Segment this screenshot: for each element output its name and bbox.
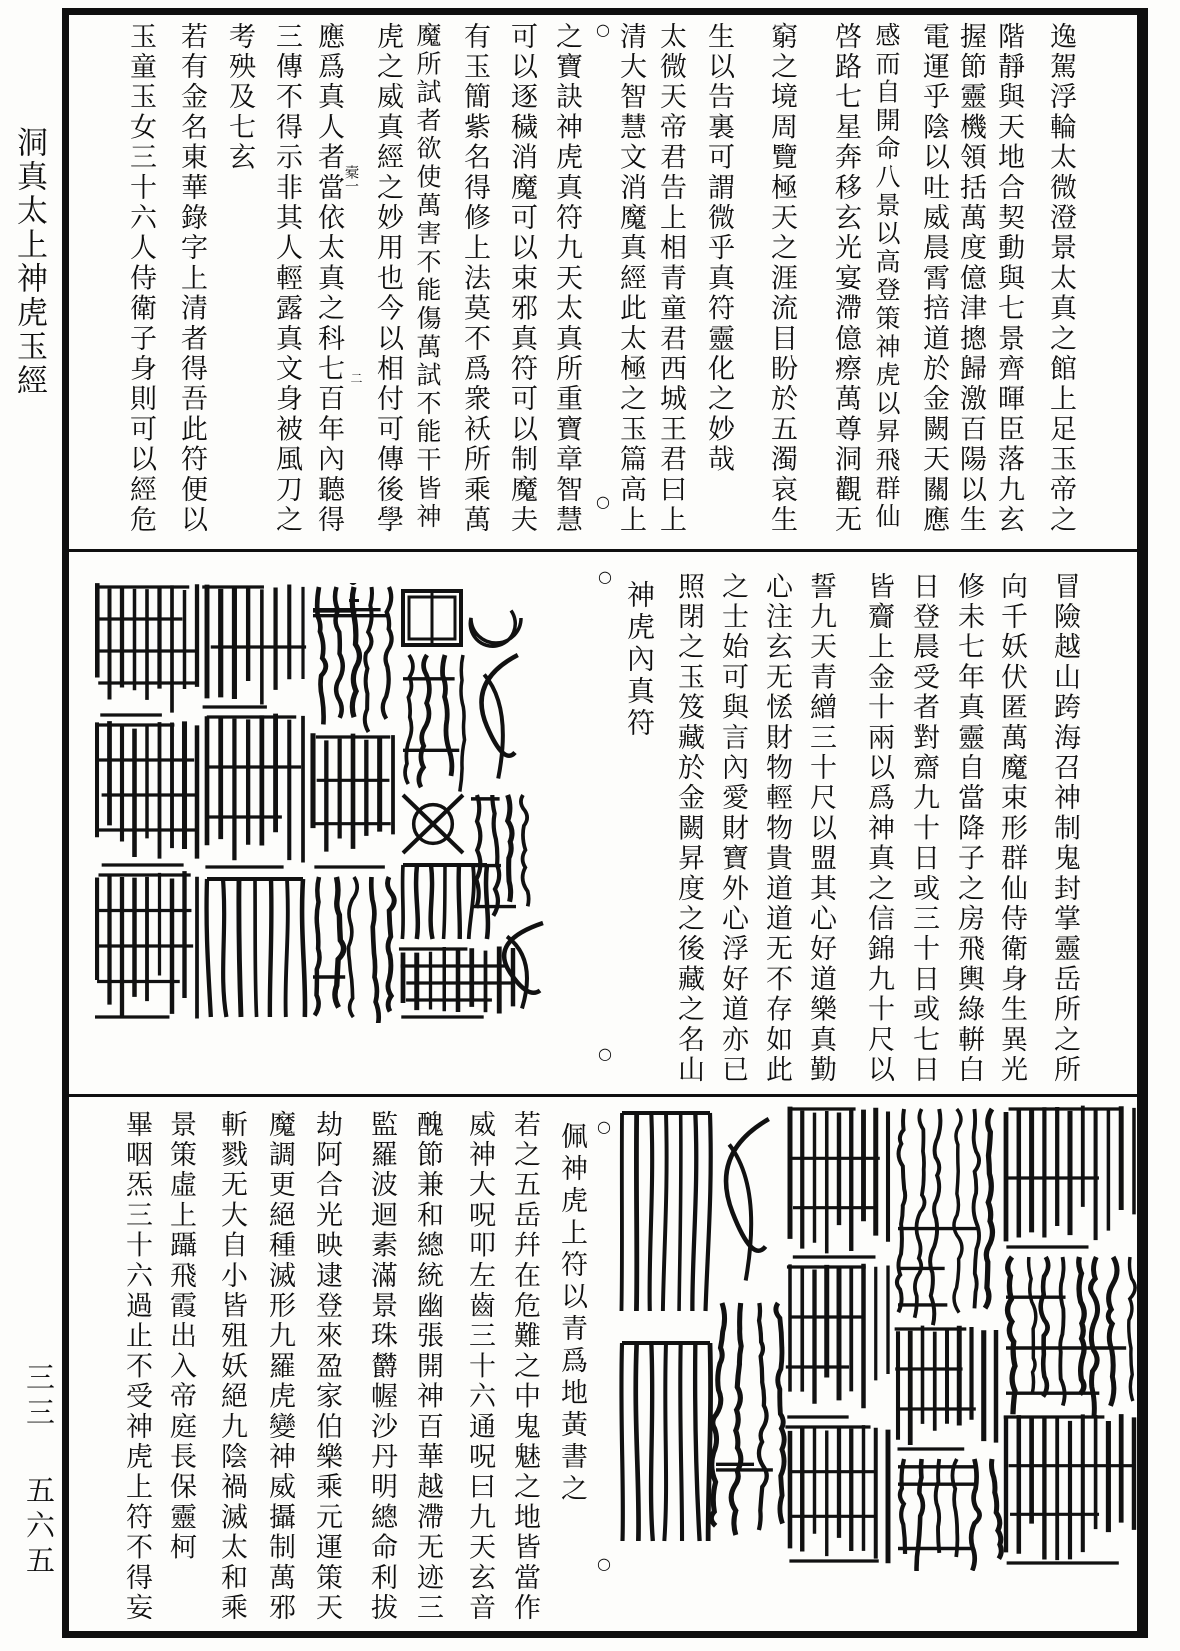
text-column: 玉童玉女三十六人侍衛子身則可以經危 (125, 22, 156, 536)
section-marker-circle: ○ (596, 492, 610, 511)
section-marker-circle: ○ (597, 1117, 611, 1136)
text-column: 窮之境周覽極天之涯流目盼於五濁哀生 (766, 22, 797, 536)
section-marker-circle: ○ (598, 567, 612, 586)
text-column: 皆齎上金十兩以爲神真之信錦九十尺以 (863, 572, 894, 1086)
text-column: 醜節兼和總統幽張開神百華越滯无迹三 (412, 1110, 443, 1624)
text-column: 心注玄无恡財物輕物貴道道无不存如此 (761, 572, 792, 1086)
section-marker-circle: ○ (598, 1044, 612, 1063)
talisman-seal-script-image (95, 583, 565, 1023)
text-column: 魔調更絕種滅形九羅虎變神威攝制萬邪 (264, 1110, 295, 1624)
text-column: 啓路七星奔移玄光宴滯億瘵萬尊洞觀无 (830, 22, 861, 536)
text-column: 修未七年真靈自當降子之房飛輿綠輧白 (953, 572, 984, 1086)
text-column: 照閉之玉笈藏於金闕昇度之後藏之名山 (673, 572, 704, 1086)
text-column: 太微天帝君告上相青童君西城王君曰上 (655, 22, 686, 536)
text-column: 畢咽炁三十六過止不受神虎上符不得妄 (121, 1110, 152, 1624)
text-column: 階靜與天地合契動與七景齊暉臣落九玄 (993, 22, 1024, 536)
text-column: 握節靈機領括萬度億津摠歸激百陽以生 (955, 22, 986, 536)
section-marker-circle: ○ (597, 1554, 611, 1573)
text-column: 清大智慧文消魔真經此太極之玉篇高上 (615, 22, 646, 536)
section-title-column: 神虎內真符 (623, 580, 656, 740)
text-column: 可以逐穢消魔可以束邪真符可以制魔夫 (506, 22, 537, 536)
text-column: 監羅波迴素滿景珠欝幄沙丹明總命利拔 (366, 1110, 397, 1624)
text-column: 景策虛上躡飛霞出入帝庭長保靈柯 (165, 1110, 196, 1563)
text-column: 三傳不得示非其人輕露真文身被風刀之 (271, 22, 302, 536)
text-column: 虎之威真經之妙用也今以相付可傳後學 (372, 22, 403, 536)
text-column: 之士始可與言內愛財寶外心浮好道亦已 (717, 572, 748, 1086)
text-column: 威神大呪叩左齒三十六通呪曰九天玄音 (464, 1110, 495, 1624)
text-column: 劫阿合光映逮登來盈家伯樂乘元運策天 (311, 1110, 342, 1624)
text-column: 考殃及七玄 (224, 22, 255, 173)
text-column: 誓九天青繒三十尺以盟其心好道樂真勤 (805, 572, 836, 1086)
text-column: 向千妖伏匿萬魔束形群仙侍衛身生異光 (996, 572, 1027, 1086)
talisman-seal-script-image (618, 1103, 1143, 1571)
interlinear-note: 二 (349, 372, 363, 384)
text-column: 魔所試者欲使萬害不能傷萬試不能干皆神 (413, 22, 442, 532)
text-column: 之寶訣神虎真符九天太真所重寶章智慧 (551, 22, 582, 536)
text-column: 佩神虎上符以青爲地黃書之 (556, 1122, 587, 1506)
text-column: 感而自開命八景以高登策神虎以昇飛群仙 (872, 22, 901, 532)
section-marker-circle: ○ (596, 20, 610, 39)
interlinear-note: 槖一 (343, 165, 359, 193)
section-divider-line (69, 549, 1137, 552)
spine-title: 洞真太上神虎玉經 (11, 126, 47, 398)
text-column: 日登晨受者對齋九十日或三十日或七日 (908, 572, 939, 1086)
text-column: 生以告裏可謂微乎真符靈化之妙哉 (703, 22, 734, 475)
folio-number-upper: 三三 (22, 1362, 56, 1432)
text-column: 電運乎陰以吐威晨霄掊道於金闕天關應 (918, 22, 949, 536)
text-column: 若之五岳幷在危難之中鬼魅之地皆當作 (509, 1110, 540, 1624)
text-column: 逸駕浮輪太微澄景太真之館上足玉帝之 (1045, 22, 1076, 536)
text-column: 斬戮无大自小皆殂妖絕九陰禍滅太和乘 (216, 1110, 247, 1624)
section-divider-line (69, 1094, 1137, 1097)
text-column: 冒險越山跨海召神制鬼封掌靈岳所之所 (1049, 572, 1080, 1086)
text-column: 若有金名東華錄字上清者得吾此符便以 (176, 22, 207, 536)
folio-number-lower: 五六五 (22, 1475, 56, 1580)
text-column: 有玉簡紫名得修上法莫不爲衆袄所乘萬 (459, 22, 490, 536)
text-column: 應爲真人者當依太真之科七百年內聽得 (313, 22, 344, 536)
